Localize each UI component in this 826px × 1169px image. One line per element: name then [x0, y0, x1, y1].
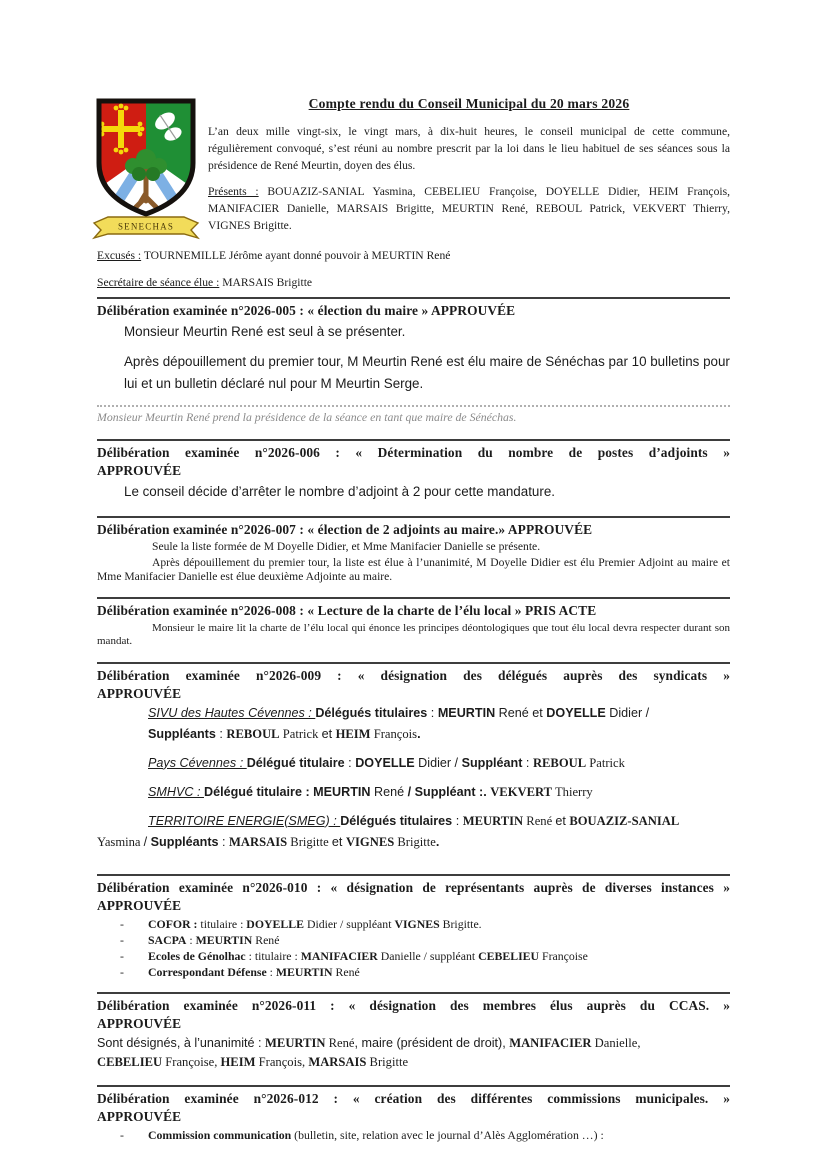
list-item	[97, 949, 730, 963]
delegation-line: Yasmina / Suppléants : MARSAIS Brigitte et VIGNES Brigitte.	[97, 834, 440, 849]
presents-names: BOUAZIZ-SANIAL Yasmina, CEBELIEU Françoise, DOYELLE Didier, HEIM François, MANIFACIER Danielle, MARSAIS Brigitte, MEURTIN René, REBOUL Patrick, VEKVERT Thierry, VIGNES Brigitte.	[208, 185, 730, 232]
section-title-line2: APPROUVÉE	[97, 1016, 182, 1031]
excuses-label: Excusés :	[97, 249, 142, 262]
section-title-line2: APPROUVÉE	[97, 463, 182, 478]
list-bullet: -	[120, 964, 124, 979]
section-title: Délibération examinée n°2026-008 : « Lecture de la charte de l’élu local » PRIS ACTE	[97, 603, 597, 618]
section-title-line1: Délibération examinée n°2026-009 : « désignation des délégués auprès des syndicats »	[97, 667, 730, 683]
section-2026-009	[97, 662, 730, 867]
section-body-line: Le conseil décide d’arrêter le nombre d’adjoint à 2 pour cette mandature.	[124, 483, 555, 499]
list-bullet: -	[120, 916, 124, 931]
secretaire-label: Secrétaire de séance élue :	[97, 276, 220, 289]
list-item-text: COFOR : titulaire : DOYELLE Didier / suppléant VIGNES Brigitte.	[148, 916, 482, 931]
delegation-line: TERRITOIRE ENERGIE(SMEG) : Délégués titulaires : MEURTIN René et BOUAZIZ-SANIAL	[148, 813, 680, 828]
section-title-line2: APPROUVÉE	[97, 898, 182, 913]
section-body-paragraph: Après dépouillement du premier tour, la liste est élue à l’unanimité, M Doyelle Didier est élu Premier Adjoint au maire et Mme Manifacier Danielle est élue deuxième Adjointe au maire.	[97, 556, 730, 583]
section-body-paragraph: Seule la liste formée de M Doyelle Didier, et Mme Manifacier Danielle se présente.	[152, 540, 541, 553]
section-title-line2: APPROUVÉE	[97, 1109, 182, 1124]
section-2026-007	[97, 516, 730, 591]
delegation-line: SMHVC : Délégué titulaire : MEURTIN René / Suppléant :. VEKVERT Thierry	[148, 784, 593, 799]
section-body-line: CEBELIEU Françoise, HEIM François, MARSAIS Brigitte	[97, 1055, 409, 1069]
section-2026-008	[97, 597, 730, 655]
list-item-text: Correspondant Défense : MEURTIN René	[148, 964, 360, 979]
section-body-line: Monsieur Meurtin René est seul à se présenter.	[124, 323, 406, 339]
presidence-note: Monsieur Meurtin René prend la présidence de la séance en tant que maire de Sénéchas.	[97, 405, 730, 432]
section-title-line1: Délibération examinée n°2026-011 : « désignation des membres élus auprès du CCAS. »	[97, 997, 730, 1013]
section-title-line1: Délibération examinée n°2026-010 : « désignation de représentants auprès de diverses instances »	[97, 879, 730, 895]
list-item-text: SACPA : MEURTIN René	[148, 932, 280, 947]
section-2026-010	[97, 874, 730, 985]
section-title: Délibération examinée n°2026-007 : « élection de 2 adjoints au maire.» APPROUVÉE	[97, 521, 593, 537]
secretaire-text: MARSAIS Brigitte	[219, 276, 313, 289]
list-bullet: -	[120, 1127, 124, 1142]
section-2026-011	[97, 992, 730, 1078]
list-item	[97, 1128, 730, 1142]
banner-text: SENECHAS	[117, 221, 175, 232]
secretaire-line	[97, 276, 730, 290]
list-bullet: -	[120, 932, 124, 947]
delegation-smhvc	[148, 782, 730, 803]
section-title: Délibération examinée n°2026-005 : « élection du maire » APPROUVÉE	[97, 303, 516, 318]
list-item	[97, 917, 730, 931]
presents-paragraph	[208, 183, 730, 234]
presents-label: Présents :	[208, 185, 259, 198]
intro-paragraph: L’an deux mille vingt-six, le vingt mars, à dix-huit heures, le conseil municipal de cette commune, régulièrement convoqué, s’est réuni au nombre prescrit par la loi dans le lieu habituel de ses séances sous la présidence de René Meurtin, doyen des élus.	[208, 125, 730, 172]
list-item	[97, 965, 730, 979]
delegation-line: SIVU des Hautes Cévennes : Délégués titulaires : MEURTIN René et DOYELLE Didier /	[148, 705, 650, 720]
document-header	[97, 96, 730, 246]
delegation-territoire-energie	[97, 811, 730, 853]
delegation-line: Suppléants : REBOUL Patrick et HEIM François.	[148, 726, 421, 741]
delegation-line: Pays Cévennes : Délégué titulaire : DOYELLE Didier / Suppléant : REBOUL Patrick	[148, 755, 625, 770]
section-2026-006	[97, 439, 730, 509]
list-item-text: Commission communication (bulletin, site, relation avec le journal d’Alès Agglomération …) :	[148, 1127, 604, 1142]
name-banner	[94, 217, 198, 238]
list-item-text: Ecoles de Génolhac : titulaire : MANIFACIER Danielle / suppléant CEBELIEU Françoise	[148, 948, 588, 963]
list-item	[97, 933, 730, 947]
excuses-line	[97, 249, 730, 263]
section-title-line2: APPROUVÉE	[97, 686, 182, 701]
section-2026-005	[97, 297, 730, 401]
excuses-text: TOURNEMILLE Jérôme ayant donné pouvoir à MEURTIN René	[141, 249, 451, 262]
section-2026-012	[97, 1085, 730, 1148]
section-body-line: Sont désignés, à l’unanimité : MEURTIN René, maire (président de droit), MANIFACIER Danielle,	[97, 1035, 641, 1050]
list-bullet: -	[120, 948, 124, 963]
commune-coat-of-arms	[92, 97, 200, 247]
header-text-column	[208, 96, 730, 234]
section-body-paragraph: Après dépouillement du premier tour, M Meurtin René est élu maire de Sénéchas par 10 bulletins pour lui et un bulletin déclaré nul pour M Meurtin Serge.	[124, 353, 730, 391]
delegation-pays-cevennes	[148, 753, 730, 774]
section-body-paragraph: Monsieur le maire lit la charte de l’élu local qui énonce les principes déontologiques que tout élu local devra respecter durant son mandat.	[97, 621, 730, 647]
section-title-line1: Délibération examinée n°2026-006 : « Détermination du nombre de postes d’adjoints »	[97, 444, 730, 460]
page-title: Compte rendu du Conseil Municipal du 20 mars 2026	[308, 96, 630, 111]
delegation-sivu	[148, 703, 730, 745]
section-title-line1: Délibération examinée n°2026-012 : « création des différentes commissions municipales. »	[97, 1090, 730, 1106]
